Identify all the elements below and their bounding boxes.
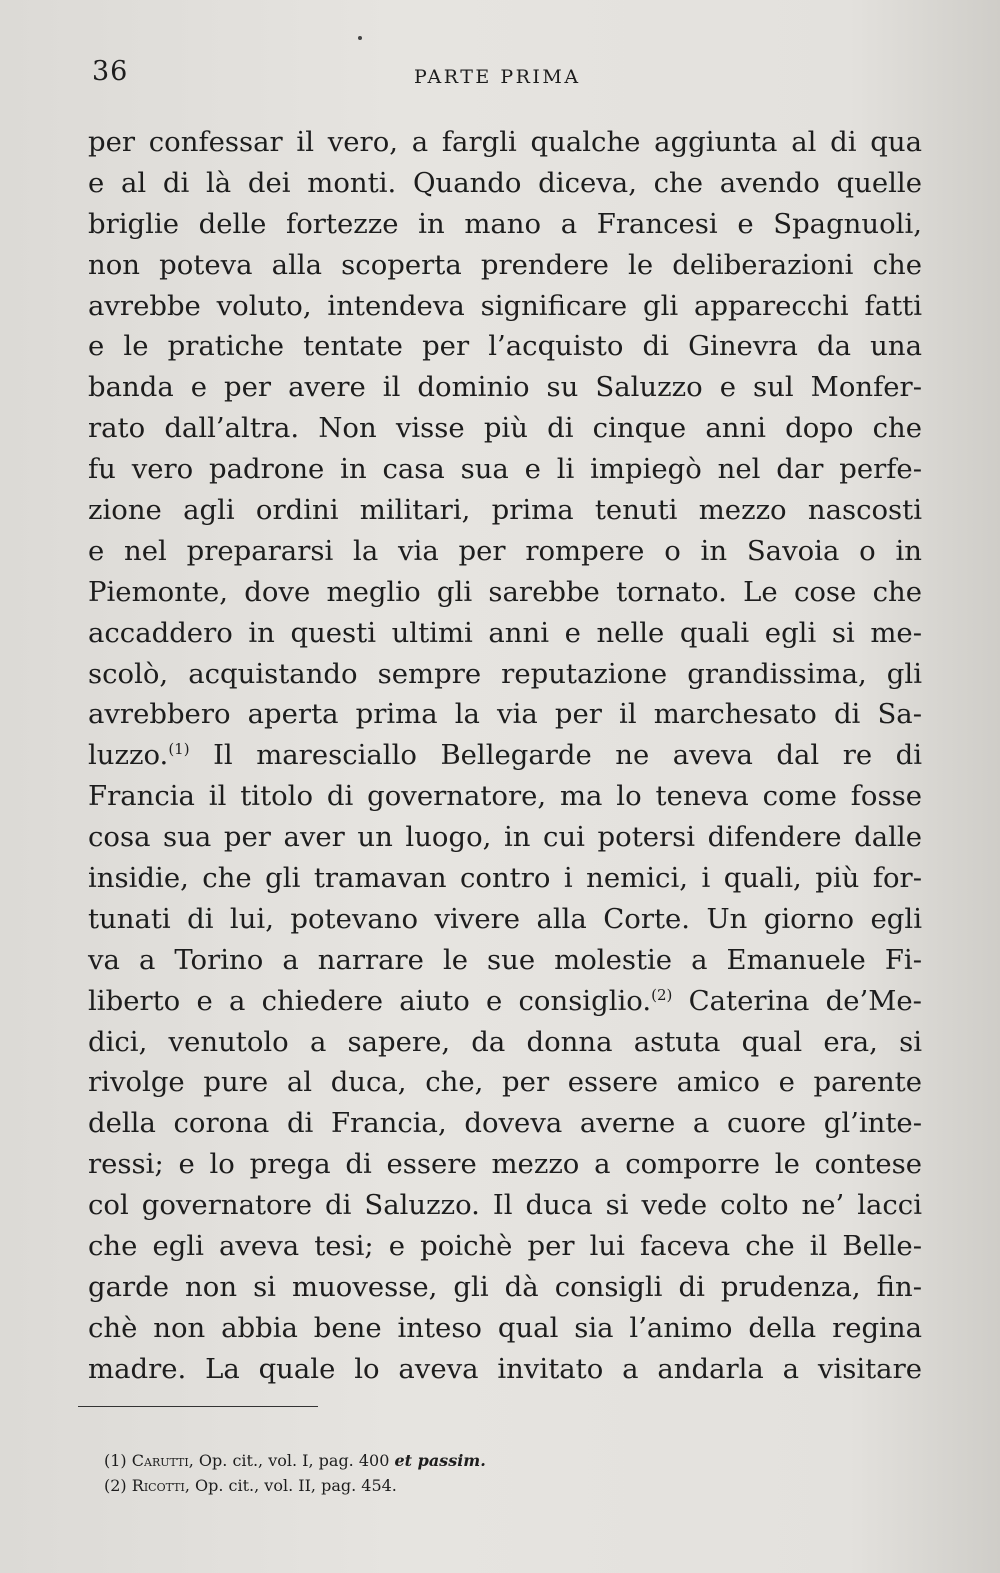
footnote-mark: (1) [104, 1451, 127, 1470]
footnotes [104, 1448, 804, 1498]
text-fragment: Caterina de’Me- [688, 984, 922, 1017]
text-line: garde non si muovesse, gli dà consigli di prudenza, fin- [88, 1270, 922, 1303]
text-line: della corona di Francia, doveva averne a cuore gl’inte- [88, 1107, 922, 1140]
text-line: Piemonte, dove meglio gli sarebbe tornato. Le cose che [88, 575, 922, 608]
text-line: e le pratiche tentate per l’acquisto di Ginevra da una [88, 330, 922, 363]
text-line: rivolge pure al duca, che, per essere amico e parente [88, 1066, 922, 1099]
footnote-reference: , Op. cit., vol. II, pag. 454. [184, 1476, 397, 1495]
text-line: cosa sua per aver un luogo, in cui potersi difendere dalle [88, 821, 922, 854]
footnote-author: Carutti [131, 1451, 189, 1470]
text-line: ressi; e lo prega di essere mezzo a comporre le contese [88, 1148, 922, 1181]
text-line-with-footnote-1 [88, 735, 922, 776]
text-line: non poteva alla scoperta prendere le deliberazioni che [88, 248, 922, 281]
text-fragment: Il maresciallo Bellegarde ne aveva dal re di [213, 739, 922, 772]
text-line: fu vero padrone in casa sua e li impiegò nel dar perfe- [88, 453, 922, 486]
text-line: madre. La quale lo aveva invitato a andarla a visitare [88, 1352, 922, 1385]
page-number: 36 [92, 56, 129, 87]
text-line: va a Torino a narrare le sue molestie a Emanuele Fi- [88, 943, 922, 976]
text-line: insidie, che gli tramavan contro i nemici, i quali, più for- [88, 862, 922, 895]
text-line: che egli aveva tesi; e poichè per lui faceva che il Belle- [88, 1230, 922, 1263]
text-line: Francia il titolo di governatore, ma lo teneva come fosse [88, 780, 922, 813]
footnote-2 [104, 1473, 804, 1498]
text-line: avrebbero aperta prima la via per il marchesato di Sa- [88, 698, 922, 731]
footnote-reference: , Op. cit., vol. I, pag. 400 [188, 1451, 395, 1470]
print-speck [358, 36, 362, 40]
text-line: chè non abbia bene inteso qual sia l’animo della regina [88, 1311, 922, 1344]
footnote-emphasis: et passim. [394, 1451, 486, 1470]
text-line: rato dall’altra. Non visse più di cinque anni dopo che [88, 412, 922, 445]
footnote-ref-2[interactable]: (2) [651, 985, 673, 1004]
text-line: col governatore di Saluzzo. Il duca si vede colto ne’ lacci [88, 1189, 922, 1222]
footnote-ref-1[interactable]: (1) [168, 740, 190, 759]
text-line: scolò, acquistando sempre reputazione grandissima, gli [88, 657, 922, 690]
body-text [88, 122, 922, 1390]
text-fragment: luzzo. [88, 739, 169, 772]
footnote-author: Ricotti [131, 1476, 185, 1495]
running-title: PARTE PRIMA [414, 66, 581, 88]
text-line: accaddero in questi ultimi anni e nelle quali egli si me- [88, 616, 922, 649]
text-fragment: liberto e a chiedere aiuto e consiglio. [88, 984, 652, 1017]
text-line-with-footnote-2 [88, 981, 922, 1022]
footnote-1 [104, 1448, 804, 1473]
footnote-divider [78, 1406, 318, 1407]
text-line: e nel prepararsi la via per rompere o in Savoia o in [88, 534, 922, 567]
text-line: banda e per avere il dominio su Saluzzo e sul Monfer- [88, 371, 922, 404]
text-line: dici, venutolo a sapere, da donna astuta qual era, si [88, 1025, 922, 1058]
text-line: zione agli ordini militari, prima tenuti mezzo nascosti [88, 494, 922, 527]
text-line: tunati di lui, potevano vivere alla Corte. Un giorno egli [88, 902, 922, 935]
text-line: avrebbe voluto, intendeva significare gli apparecchi fatti [88, 289, 922, 322]
text-line: briglie delle fortezze in mano a Francesi e Spagnuoli, [88, 207, 922, 240]
text-line: per confessar il vero, a fargli qualche aggiunta al di qua [88, 126, 922, 158]
text-line: e al di là dei monti. Quando diceva, che avendo quelle [88, 166, 922, 199]
page-header [92, 56, 922, 96]
footnote-mark: (2) [104, 1476, 127, 1495]
